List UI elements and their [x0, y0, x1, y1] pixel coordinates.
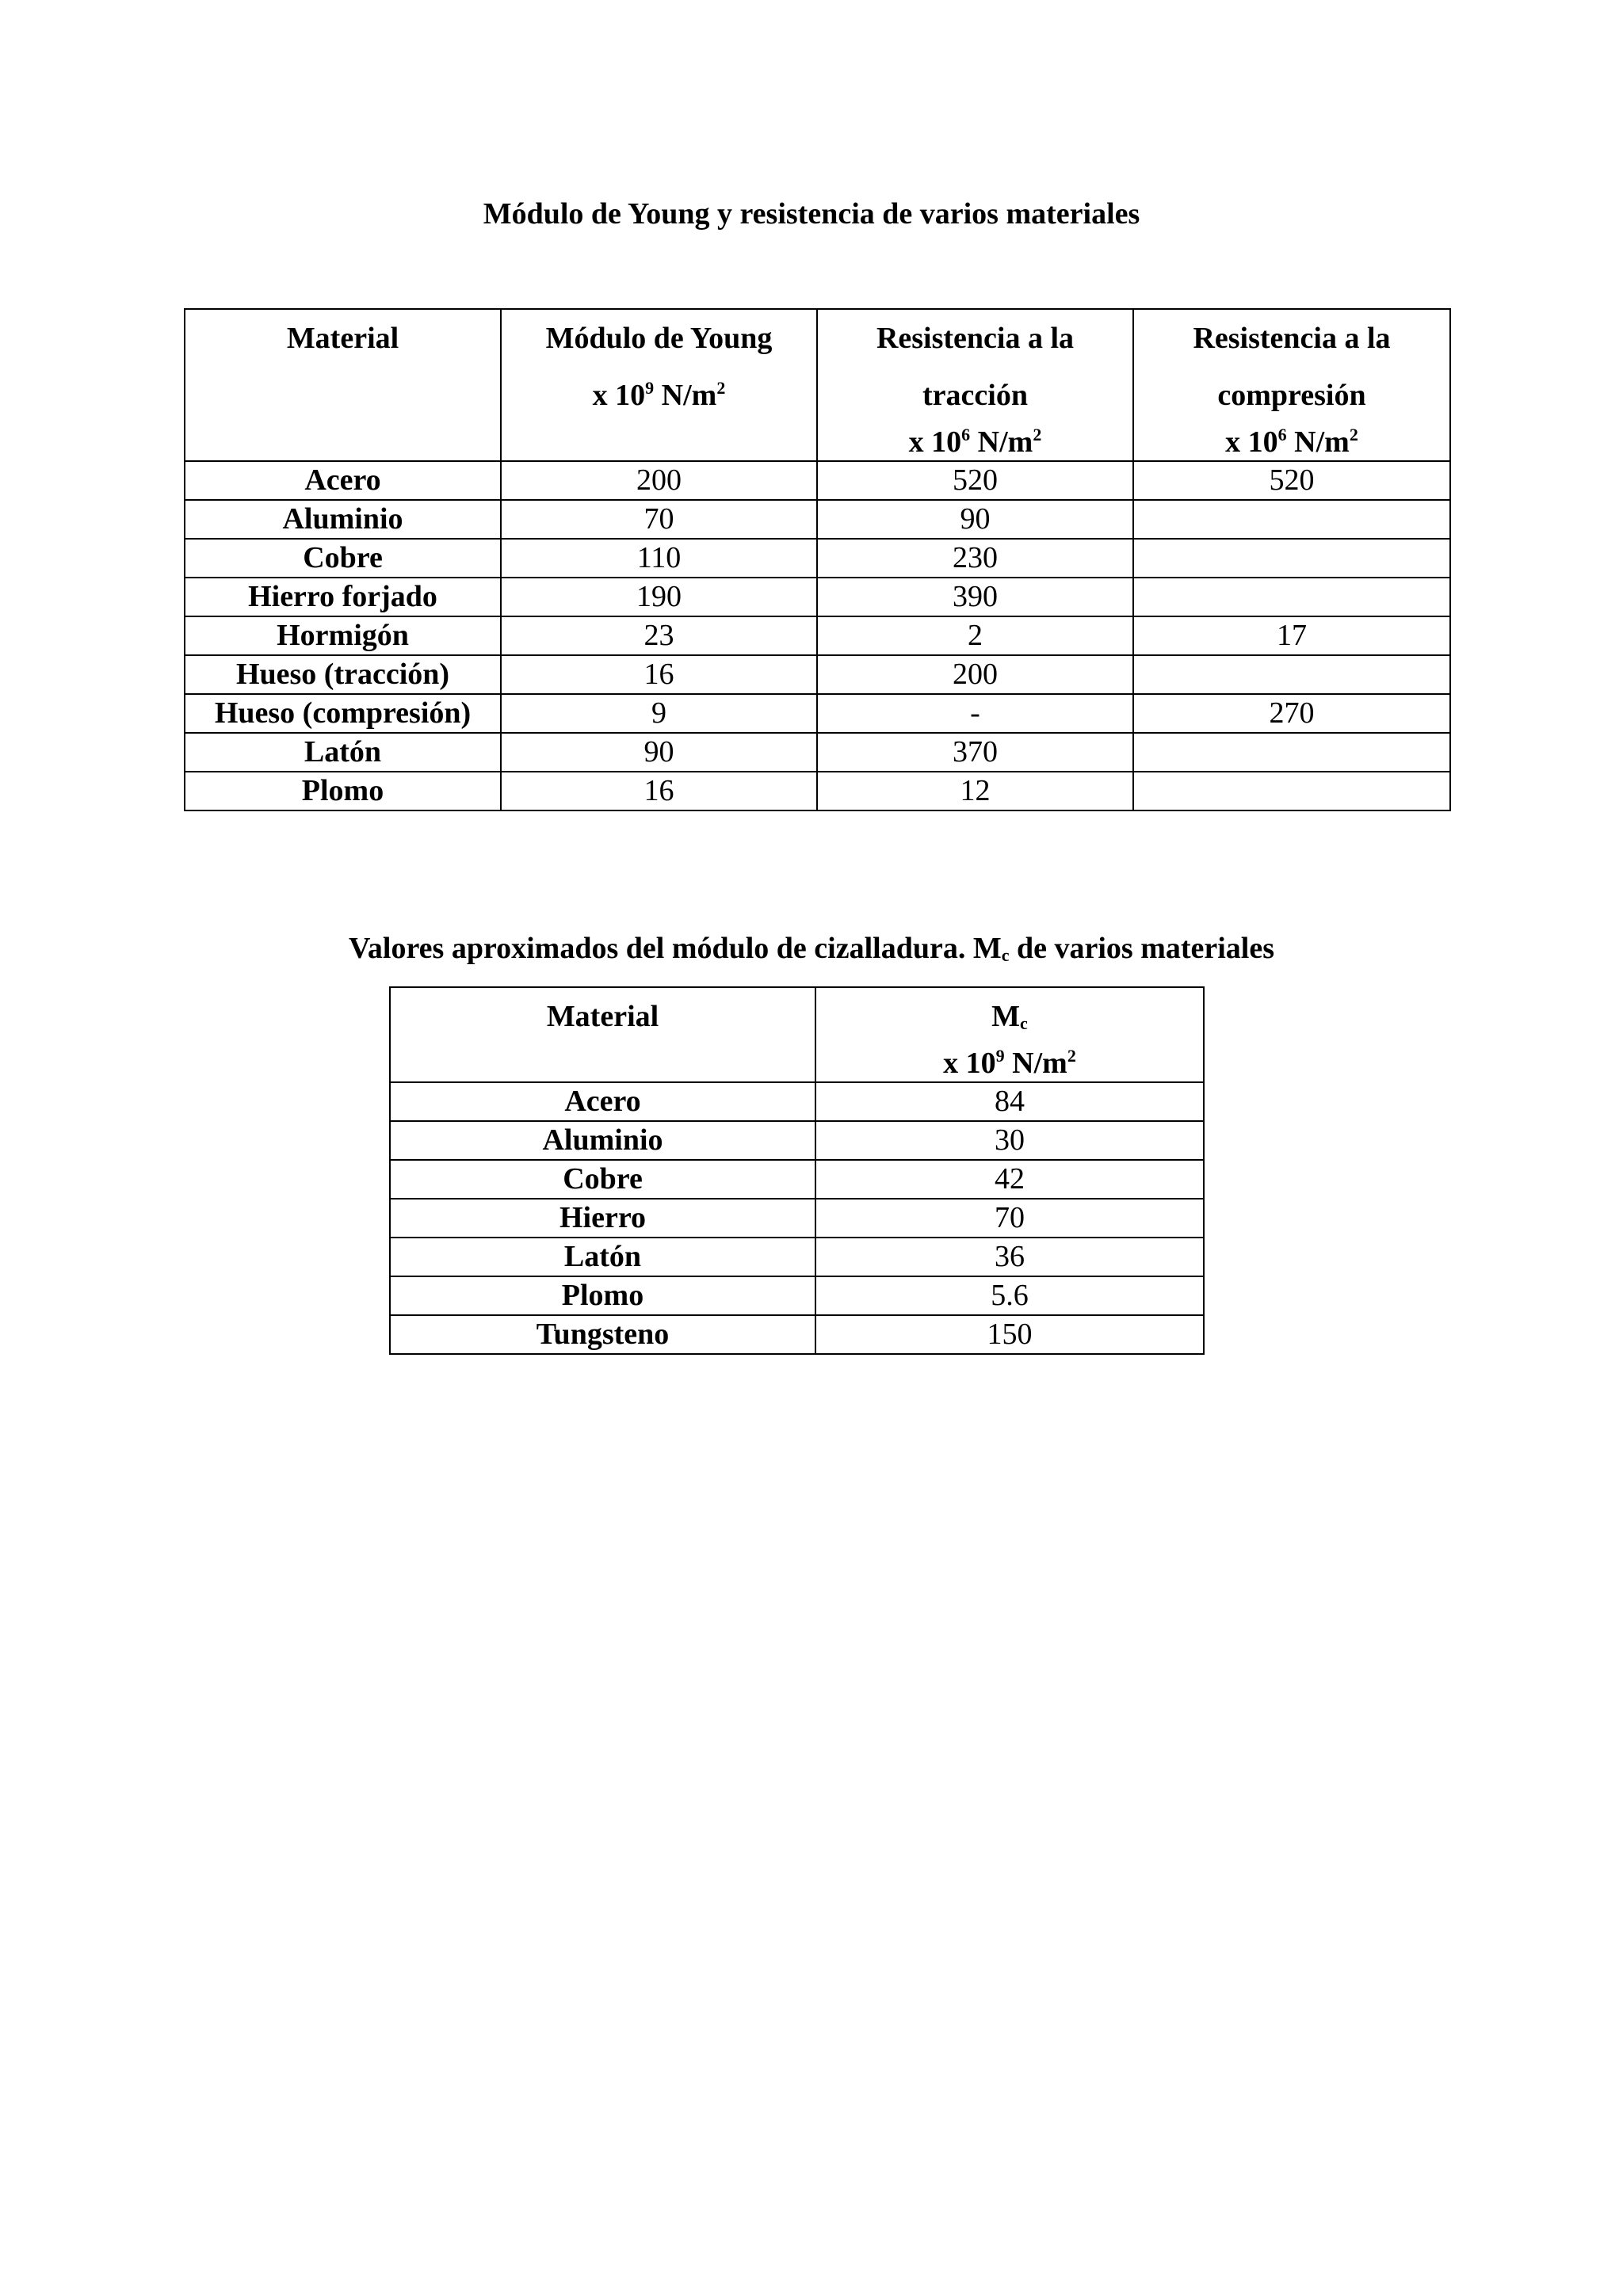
cell-material: Hueso (compresión) — [185, 694, 501, 733]
cell-young: 16 — [501, 772, 817, 810]
header-material-label: Material — [546, 1000, 659, 1033]
cell-material: Acero — [185, 461, 501, 500]
cell-young: 16 — [501, 655, 817, 694]
table-row — [390, 1199, 1204, 1238]
cell-material: Latón — [185, 733, 501, 772]
cell-material: Plomo — [390, 1276, 815, 1315]
cell-tension: 230 — [817, 539, 1133, 578]
cell-tension: - — [817, 694, 1133, 733]
table-row — [185, 655, 1450, 694]
table-row — [390, 1276, 1204, 1315]
cell-tension: 2 — [817, 616, 1133, 655]
young-table-title: Módulo de Young y resistencia de varios materiales — [483, 197, 1140, 231]
header-compression-unit: x $10^6$ $N/m^2$ — [1225, 425, 1358, 459]
shear-table-title: Valores aproximados del módulo de cizalladura. $M_c$ de varios materiales — [348, 932, 1275, 965]
table-row — [390, 1082, 1204, 1121]
cell-value: 70 — [815, 1199, 1204, 1238]
cell-value: 5.6 — [815, 1276, 1204, 1315]
cell-material: Acero — [390, 1082, 815, 1121]
header-tension-label-2: tracción — [922, 379, 1028, 412]
table-row — [390, 1315, 1204, 1354]
header-compression-label-1: Resistencia a la — [1193, 322, 1391, 355]
cell-tension: 390 — [817, 578, 1133, 616]
table-row — [390, 1160, 1204, 1199]
table-row — [185, 500, 1450, 539]
shear-modulus-table — [389, 986, 1205, 1355]
cell-material: Cobre — [390, 1160, 815, 1199]
cell-material: Cobre — [185, 539, 501, 578]
table-row — [185, 461, 1450, 500]
table-row — [185, 733, 1450, 772]
cell-young: 110 — [501, 539, 817, 578]
cell-young: 200 — [501, 461, 817, 500]
table-row — [185, 539, 1450, 578]
cell-compression — [1133, 578, 1450, 616]
cell-tension: 200 — [817, 655, 1133, 694]
cell-compression — [1133, 655, 1450, 694]
header-young-unit: x $10^9$ $N/m^2$ — [592, 378, 726, 412]
table-row — [390, 1121, 1204, 1160]
cell-material: Hormigón — [185, 616, 501, 655]
table-header-row — [185, 309, 1450, 461]
cell-tension: 370 — [817, 733, 1133, 772]
header-compression — [1133, 309, 1450, 461]
cell-material: Hierro — [390, 1199, 815, 1238]
header-young-label: Módulo de Young — [545, 322, 773, 355]
cell-young: 23 — [501, 616, 817, 655]
cell-material: Aluminio — [390, 1121, 815, 1160]
cell-value: 150 — [815, 1315, 1204, 1354]
cell-material: Hierro forjado — [185, 578, 501, 616]
cell-compression — [1133, 772, 1450, 810]
cell-compression: 17 — [1133, 616, 1450, 655]
cell-compression — [1133, 733, 1450, 772]
cell-value: 30 — [815, 1121, 1204, 1160]
cell-compression — [1133, 500, 1450, 539]
table-row — [185, 694, 1450, 733]
young-modulus-table — [184, 308, 1451, 811]
cell-young: 9 — [501, 694, 817, 733]
header-shear-symbol: $M_c$ — [991, 1000, 1028, 1033]
header-shear-unit: x $10^9$ $N/m^2$ — [943, 1046, 1076, 1080]
header-compression-label-2: compresión — [1217, 379, 1366, 412]
cell-compression — [1133, 539, 1450, 578]
cell-tension: 12 — [817, 772, 1133, 810]
cell-young: 90 — [501, 733, 817, 772]
table-row — [185, 616, 1450, 655]
cell-young: 190 — [501, 578, 817, 616]
header-shear-modulus — [815, 987, 1204, 1082]
cell-young: 70 — [501, 500, 817, 539]
table-row — [185, 578, 1450, 616]
header-tension — [817, 309, 1133, 461]
cell-material: Aluminio — [185, 500, 501, 539]
table-row — [390, 1238, 1204, 1276]
cell-compression: 270 — [1133, 694, 1450, 733]
cell-tension: 520 — [817, 461, 1133, 500]
header-tension-label-1: Resistencia a la — [876, 322, 1075, 355]
cell-value: 84 — [815, 1082, 1204, 1121]
table-row — [185, 772, 1450, 810]
cell-material: Latón — [390, 1238, 815, 1276]
cell-compression: 520 — [1133, 461, 1450, 500]
header-tension-unit: x $10^6$ $N/m^2$ — [908, 425, 1042, 459]
header-material-label: Material — [286, 322, 399, 355]
cell-material: Tungsteno — [390, 1315, 815, 1354]
cell-value: 36 — [815, 1238, 1204, 1276]
header-young — [501, 309, 817, 461]
header-material — [390, 987, 815, 1082]
cell-value: 42 — [815, 1160, 1204, 1199]
table-header-row — [390, 987, 1204, 1082]
cell-material: Plomo — [185, 772, 501, 810]
cell-material: Hueso (tracción) — [185, 655, 501, 694]
header-material — [185, 309, 501, 461]
cell-tension: 90 — [817, 500, 1133, 539]
